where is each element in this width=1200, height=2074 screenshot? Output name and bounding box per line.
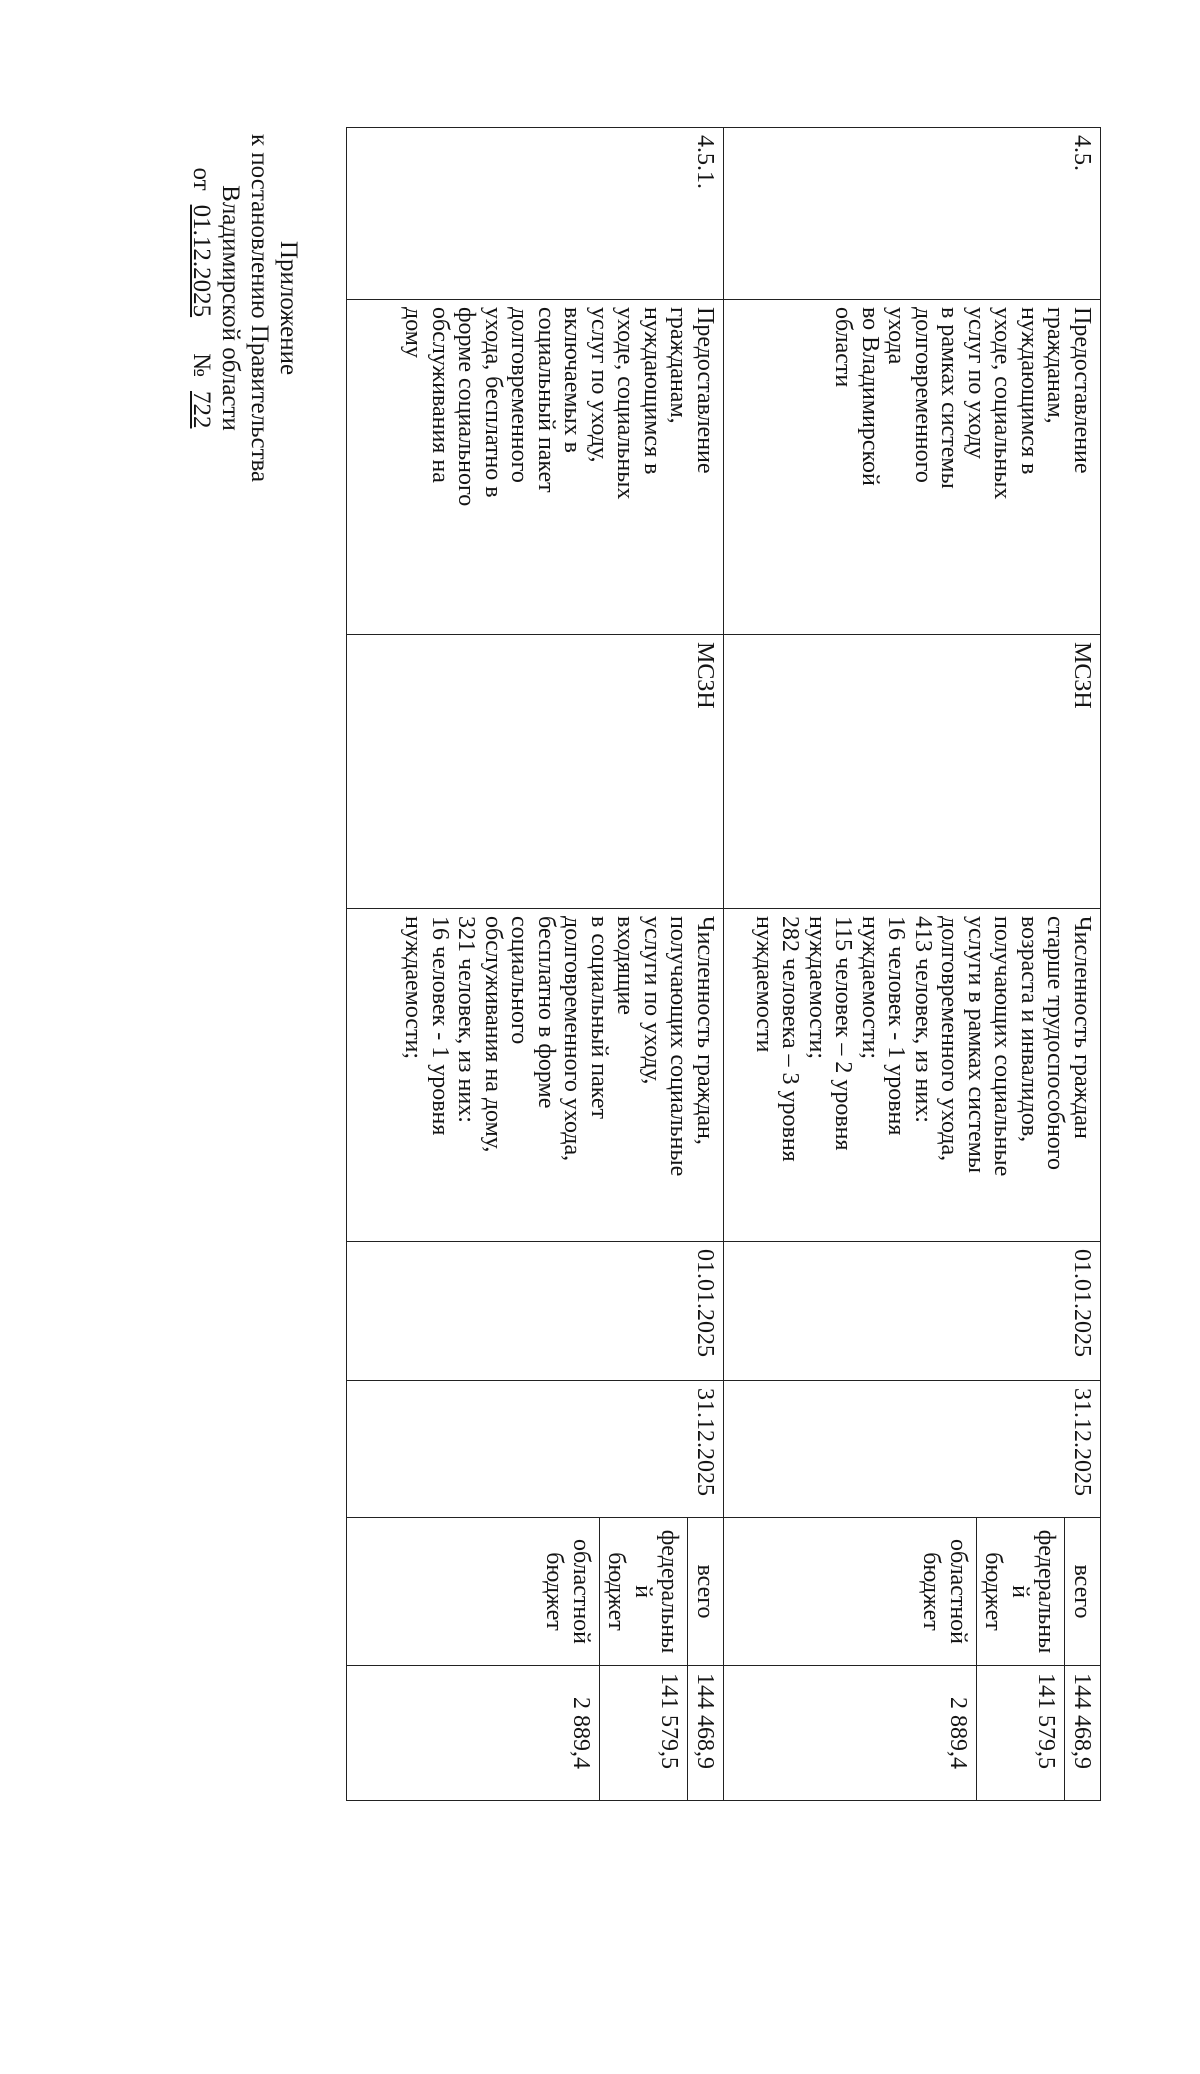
funding-amount-regional: 2 889,4 [347,1666,600,1801]
funding-amount-federal: 141 579,5 [977,1666,1066,1801]
start-date: 01.01.2025 [347,1242,724,1381]
funding-source-federal: федеральный бюджет [600,1518,689,1666]
resolution-date: 01.12.2025 [188,204,215,318]
header-title: Приложение [275,240,302,376]
row-code: 4.5.1. [347,128,724,300]
header-region-line: Владимирской области [217,185,244,431]
end-date: 31.12.2025 [724,1381,1101,1518]
result-indicator: Численность граждан старше трудоспособного возраста и инвалидов, получающих социальные услуги в рамках системы долговременного ухода, 413 человек, из них: 16 человек - 1 уровня нуждаемости; 115 человек – 2 уровня нуждаемости; 282 человека – 3 уровня нуждаемости [724,909,1101,1242]
row-code: 4.5. [724,128,1101,300]
header-date-number-line [187,118,216,498]
result-indicator: Численность граждан, получающих социальные услуги по уходу, входящие в социальный пакет долговременного ухода, бесплатно в форме социального обслуживания на дому, 321 человек, из них: 16 человек - 1 уровня нуждаемости; [347,909,724,1242]
table-row [688,128,724,2074]
table-row [1065,128,1101,2074]
appendix-header [187,118,303,498]
date-prefix: от [188,167,215,191]
funding-source-regional: областной бюджет [724,1518,977,1666]
measures-table [346,127,1101,2074]
responsible-executor: МСЗН [724,635,1101,909]
header-resolution-line: к постановлению Правительства [246,133,273,483]
funding-amount-federal: 141 579,5 [600,1666,689,1801]
measure-name: Предоставление гражданам, нуждающимся в уходе, социальных услуг по уходу, включаемых в социальный пакет долговременного ухода, бесплатно в форме социального обслуживания на дому [347,300,724,635]
measure-name: Предоставление гражданам, нуждающимся в уходе, социальных услуг по уходу в рамках системы долговременного ухода во Владимирской области [724,300,1101,635]
number-prefix: № [188,353,215,377]
funding-amount-regional: 2 889,4 [724,1666,977,1801]
funding-source-total: всего [1065,1518,1101,1666]
start-date: 01.01.2025 [724,1242,1101,1381]
funding-source-total: всего [688,1518,724,1666]
end-date: 31.12.2025 [347,1381,724,1518]
funding-amount-total: 144 468,9 [1065,1666,1101,1801]
funding-amount-total: 144 468,9 [688,1666,724,1801]
funding-source-federal: федеральный бюджет [977,1518,1066,1666]
funding-source-regional: областной бюджет [347,1518,600,1666]
resolution-number: 722 [188,390,215,429]
responsible-executor: МСЗН [347,635,724,909]
